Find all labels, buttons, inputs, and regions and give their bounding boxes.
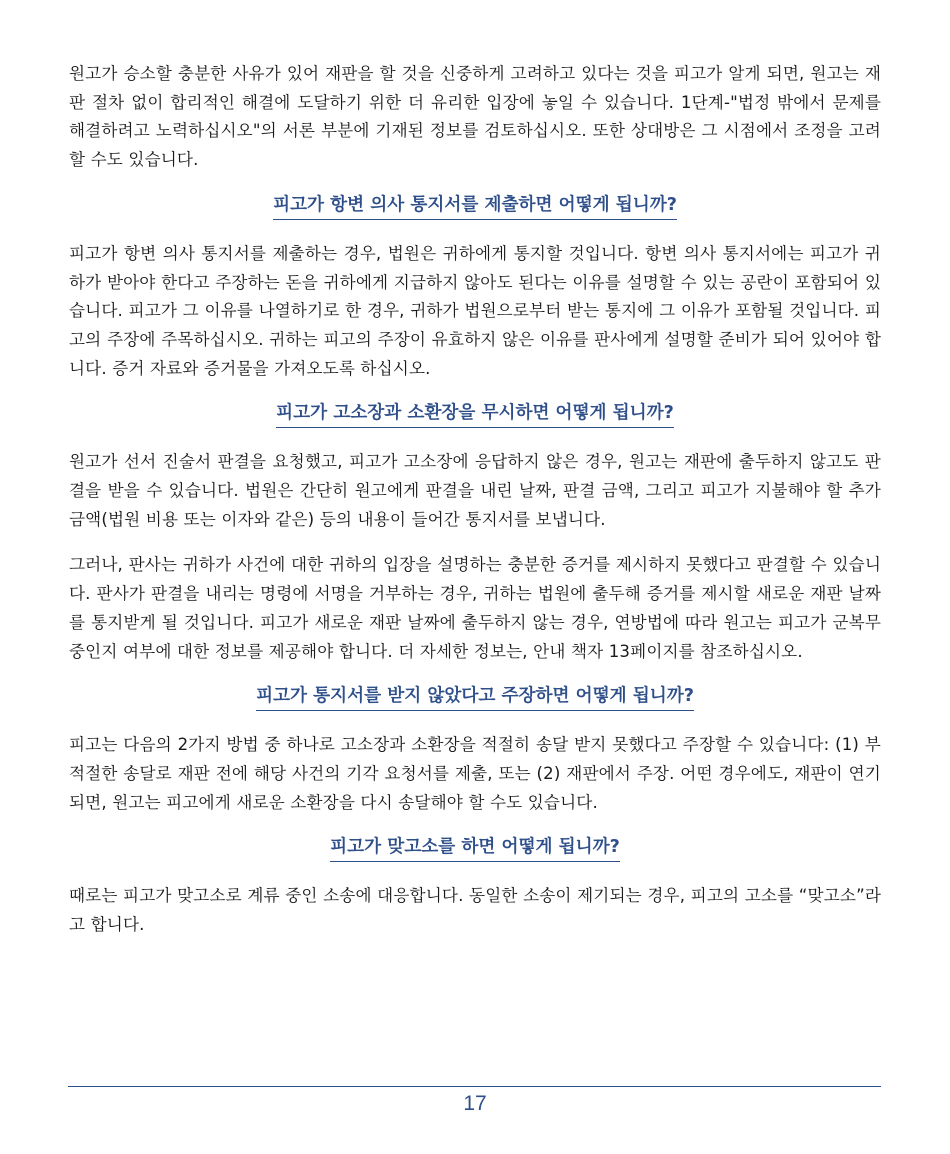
section-heading: 피고가 고소장과 소환장을 무시하면 어떻게 됩니까? [69, 400, 881, 428]
paragraph: 피고가 항변 의사 통지서를 제출하는 경우, 법원은 귀하에게 통지할 것입니다. 항변 의사 통지서에는 피고가 귀하가 받아야 한다고 주장하는 돈을 귀하에게 지급하지 않아도 된다는 이유를 설명할 수 있는 공란이 포함되어 있습니다. 피고가 그 이유를 나열하기로 한 경우, 귀하가 법원으로부터 받는 통지에 그 이유가 포함될 것입니다. 피고의 주장에 주목하십시오. 귀하는 피고의 주장이 유효하지 않은 이유를 판사에게 설명할 준비가 되어 있어야 합니다. 증거 자료와 증거물을 가져오도록 하십시오. [69, 243, 881, 378]
paragraph: 피고는 다음의 2가지 방법 중 하나로 고소장과 소환장을 적절히 송달 받지 못했다고 주장할 수 있습니다: (1) 부적절한 송달로 재판 전에 해당 사건의 기각 요청서를 제출, 또는 (2) 재판에서 주장. 어떤 경우에도, 재판이 연기되면, 원고는 피고에게 새로운 소환장을 다시 송달해야 할 수도 있습니다. [69, 735, 881, 812]
paragraph: 원고가 승소할 충분한 사유가 있어 재판을 할 것을 신중하게 고려하고 있다는 것을 피고가 알게 되면, 원고는 재판 절차 없이 합리적인 해결에 도달하기 위한 더 유리한 입장에 놓일 수 있습니다. 1단계-"법정 밖에서 문제를 해결하려고 노력하십시오"의 서론 부분에 기재된 정보를 검토하십시오. 또한 상대방은 그 시점에서 조정을 고려할 수도 있습니다. [69, 64, 881, 170]
section-notice-of-intent-to-defend [69, 192, 881, 384]
section-counterclaim [69, 834, 881, 939]
paragraph: 그러나, 판사는 귀하가 사건에 대한 귀하의 입장을 설명하는 충분한 증거를 제시하지 못했다고 판결할 수 있습니다. 판사가 판결을 내리는 명령에 서명을 거부하는 경우, 귀하는 법원에 출두해 증거를 제시할 새로운 재판 날짜를 통지받게 될 것입니다. 피고가 새로운 재판 날짜에 출두하지 않는 경우, 연방법에 따라 원고는 피고가 군복무 중인지 여부에 대한 정보를 제공해야 합니다. 더 자세한 정보는, 안내 책자 13페이지를 참조하십시오. [69, 555, 881, 661]
section-heading: 피고가 항변 의사 통지서를 제출하면 어떻게 됩니까? [69, 192, 881, 220]
section-defendant-claims-no-notice [69, 683, 881, 817]
paragraph: 원고가 선서 진술서 판결을 요청했고, 피고가 고소장에 응답하지 않은 경우, 원고는 재판에 출두하지 않고도 판결을 받을 수 있습니다. 법원은 간단히 원고에게 판결을 내린 날짜, 판결 금액, 그리고 피고가 지불해야 할 추가 금액(법원 비용 또는 이자와 같은) 등의 내용이 들어간 통지서를 보냅니다. [69, 452, 881, 529]
page-number: 17 [463, 1092, 487, 1115]
section-defendant-ignores-complaint [69, 400, 881, 666]
intro-section [69, 60, 881, 175]
paragraph: 때로는 피고가 맞고소로 계류 중인 소송에 대응합니다. 동일한 소송이 제기되는 경우, 피고의 고소를 “맞고소”라고 합니다. [69, 886, 881, 935]
section-heading: 피고가 통지서를 받지 않았다고 주장하면 어떻게 됩니까? [69, 683, 881, 711]
page-body [69, 60, 881, 957]
footer-divider [68, 1086, 881, 1087]
section-heading: 피고가 맞고소를 하면 어떻게 됩니까? [69, 834, 881, 862]
